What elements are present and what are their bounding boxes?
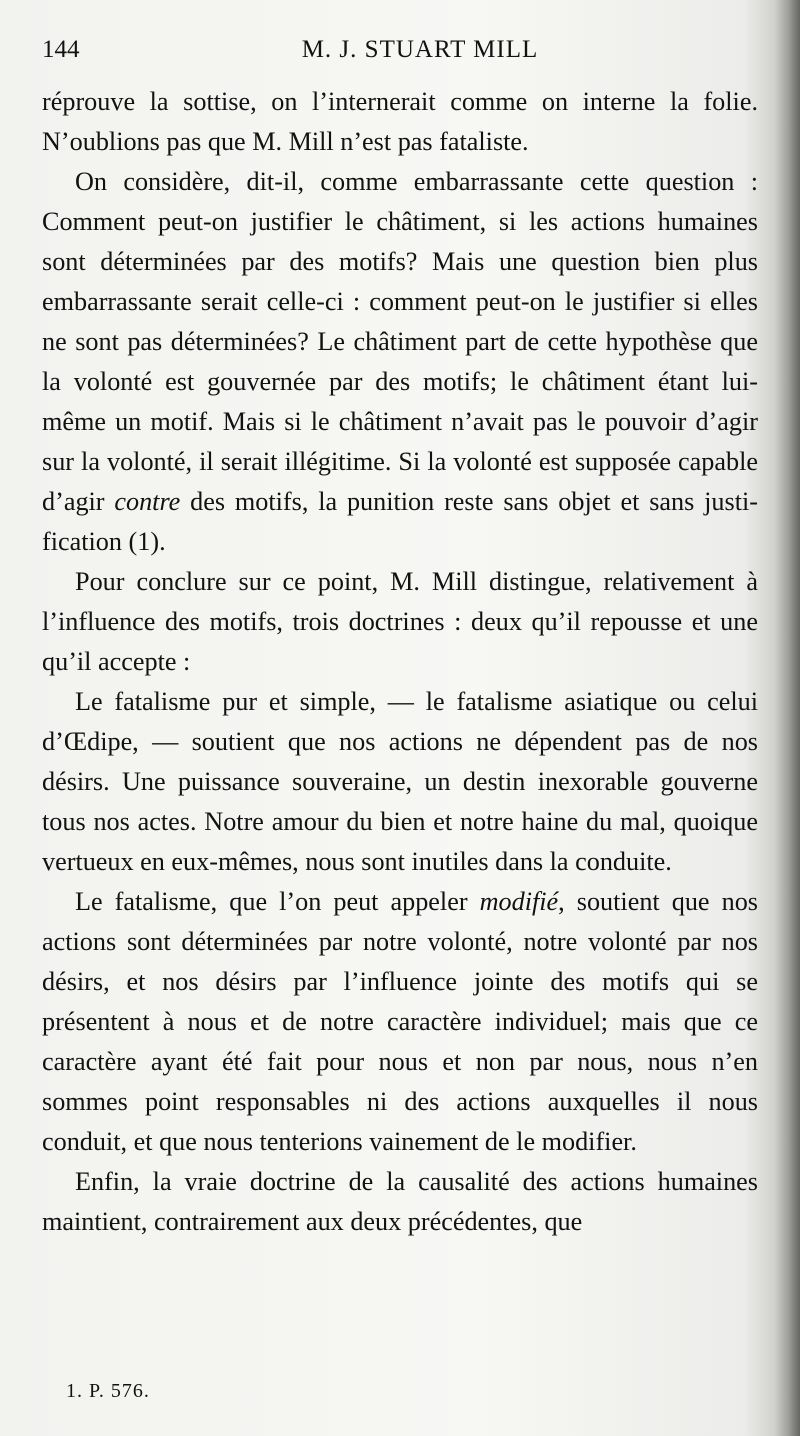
- paragraph-continuation: réprouve la sottise, on l’internerait comme on interne la folie. N’oublions pas que M. Mill n’est pas fataliste.: [42, 87, 758, 156]
- paragraph: Le fatalisme, que l’on peut appeler modifié, soutient que nos actions sont déterminées par notre volonté, notre volonté par nos désirs, et nos désirs par l’influence jointe des motifs qui se présentent à nous et de notre caractère individuel; mais que ce caractère ayant été fait pour nous et non par nous, nous n’en sommes point responsables ni des actions auxquelles il nous conduit, et que nous tenterions vainement de le modifier.: [42, 887, 758, 1156]
- body-text: [42, 82, 758, 1242]
- page-number: 144: [42, 36, 80, 63]
- italic-emphasis: contre: [114, 487, 181, 516]
- paragraph: On considère, dit-il, comme embarrassante cette question : Comment peut-on justifier le châtiment, si les actions humaines sont déterminées par des motifs? Mais une question bien plus embarrassante serait celle-ci : comment peut-on le justifier si elles ne sont pas déterminées? Le châtiment part de cette hypothèse que la volonté est gouvernée par des motifs; le châtiment étant lui-même un motif. Mais si le châtiment n’avait pas le pouvoir d’agir sur la volonté, il serait illégitime. Si la volonté est supposée capable d’agir contre des motifs, la punition reste sans objet et sans justification (1).: [42, 167, 758, 556]
- footnote: 1. P. 576.: [66, 1380, 150, 1402]
- running-title: M. J. STUART MILL: [301, 36, 539, 63]
- paragraph: Pour conclure sur ce point, M. Mill distingue, relativement à l’influence des motifs, trois doctrines : deux qu’il repousse et une qu’il accepte :: [42, 567, 758, 676]
- paragraph: Le fatalisme pur et simple, — le fatalisme asiatique ou celui d’Œdipe, — soutient que nos actions ne dépendent pas de nos désirs. Une puissance souveraine, un destin inexorable gouverne tous nos actes. Notre amour du bien et notre haine du mal, quoique vertueux en eux-mêmes, nous sont inutiles dans la conduite.: [42, 687, 758, 876]
- paragraph: Enfin, la vraie doctrine de la causalité des actions humaines maintient, contrairement aux deux précédentes, que: [42, 1167, 758, 1236]
- italic-emphasis: modifié: [479, 887, 559, 916]
- page-edge-shadow: [774, 0, 800, 1436]
- page-header: [42, 36, 758, 70]
